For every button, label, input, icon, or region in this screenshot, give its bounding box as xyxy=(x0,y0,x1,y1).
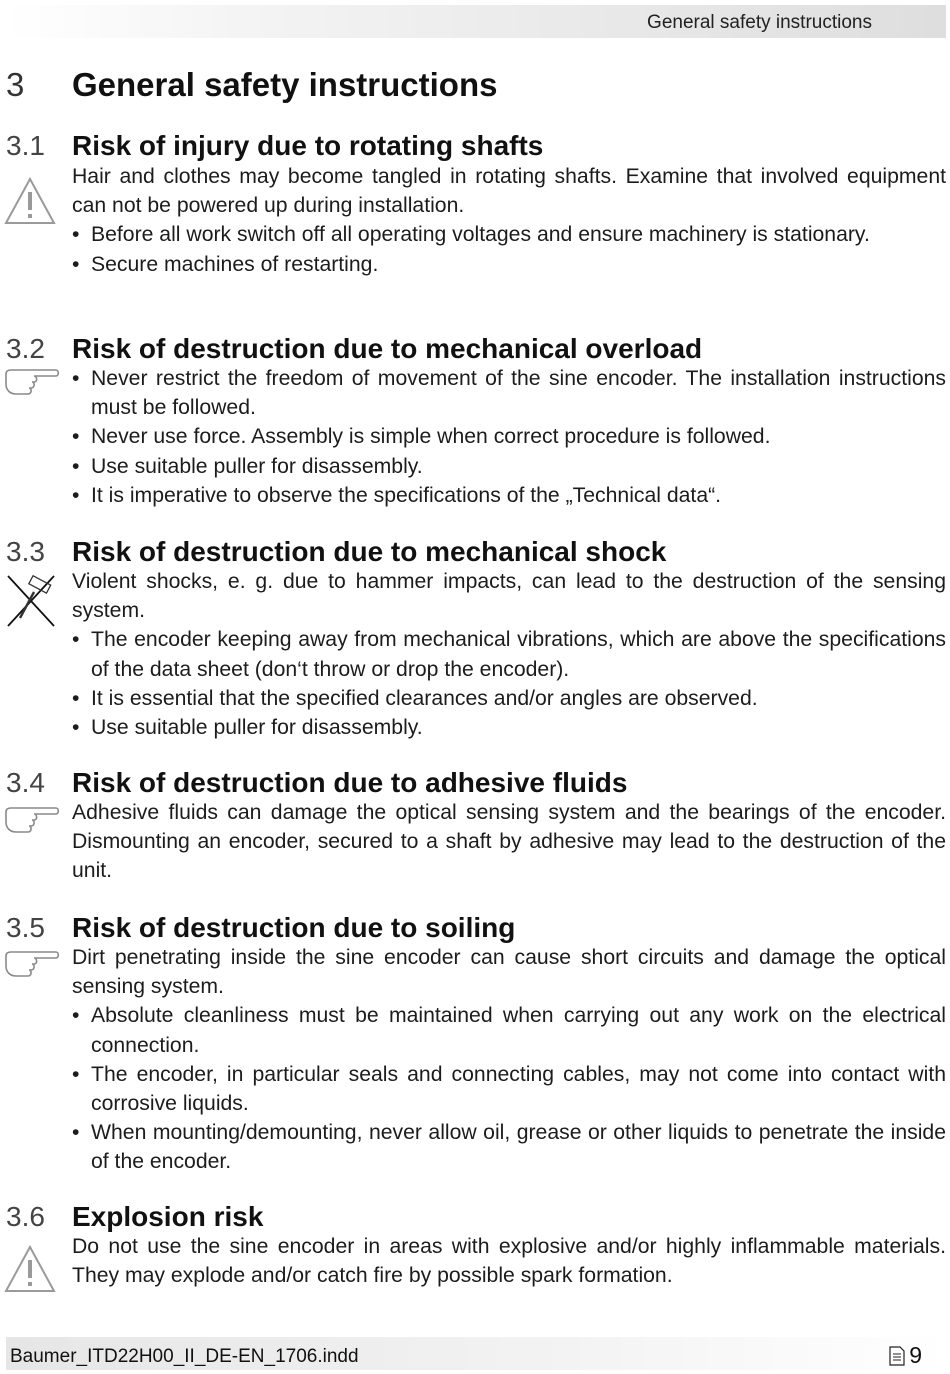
crossed-hammer-icon xyxy=(4,572,58,630)
section-body xyxy=(72,798,946,886)
list-item: • Never restrict the freedom of movement of the sine encoder. The installation instructions must be followed. xyxy=(72,367,946,420)
list-item: • It is essential that the specified clearances and/or angles are observed. xyxy=(72,686,758,710)
footer-filename: Baumer_ITD22H00_II_DE-EN_1706.indd xyxy=(10,1346,359,1367)
list-item: • Absolute cleanliness must be maintained when carrying out any work on the electrical connection. xyxy=(72,1004,946,1057)
list-item: • Use suitable puller for disassembly. xyxy=(72,716,423,740)
pointing-hand-icon xyxy=(4,366,60,398)
list-item: • The encoder, in particular seals and connecting cables, may not come into contact with corrosive liquids. xyxy=(72,1062,946,1116)
running-header: General safety instructions xyxy=(647,12,872,33)
chapter-title: General safety instructions xyxy=(72,66,498,103)
section-intro: Hair and clothes may become tangled in rotating shafts. Examine that involved equipment can not be powered up during installation. xyxy=(72,165,946,218)
list-item: • Use suitable puller for disassembly. xyxy=(72,454,423,478)
section-body xyxy=(72,567,946,742)
chapter-number: 3 xyxy=(6,66,25,103)
list-item: • Secure machines of restarting. xyxy=(72,252,379,276)
section-body xyxy=(72,162,946,279)
list-item: • When mounting/demounting, never allow oil, grease or other liquids to penetrate the inside of the encoder. xyxy=(72,1121,946,1174)
warning-triangle-icon xyxy=(4,1244,56,1294)
page-number: 9 xyxy=(889,1342,922,1369)
pointing-hand-icon xyxy=(4,948,60,980)
section-intro: Violent shocks, e. g. due to hammer impacts, can lead to the destruction of the sensing system. xyxy=(72,570,946,623)
list-item: • Before all work switch off all operating voltages and ensure machinery is stationary. xyxy=(72,223,870,247)
pointing-hand-icon xyxy=(4,804,60,836)
list-item: • It is imperative to observe the specifications of the „Technical data“. xyxy=(72,483,722,507)
section-body xyxy=(72,943,946,1177)
section-intro: Adhesive fluids can damage the optical sensing system and the bearings of the encoder. Dismounting an encoder, secured to a shaft by adhesive may lead to the destruction of the unit. xyxy=(72,801,946,883)
section-intro: Do not use the sine encoder in areas with explosive and/or highly inflammable materials. They may explode and/or catch fire by possible spark formation. xyxy=(72,1235,946,1288)
section-intro: Dirt penetrating inside the sine encoder can cause short circuits and damage the optical sensing system. xyxy=(72,946,946,999)
section-body xyxy=(72,364,946,510)
warning-triangle-icon xyxy=(4,176,56,226)
list-item: • Never use force. Assembly is simple when correct procedure is followed. xyxy=(72,425,771,449)
list-item: • The encoder keeping away from mechanical vibrations, which are above the specifications of the data sheet (don‘t throw or drop the encoder). xyxy=(72,628,946,681)
document-icon xyxy=(889,1346,905,1366)
section-body xyxy=(72,1232,946,1290)
